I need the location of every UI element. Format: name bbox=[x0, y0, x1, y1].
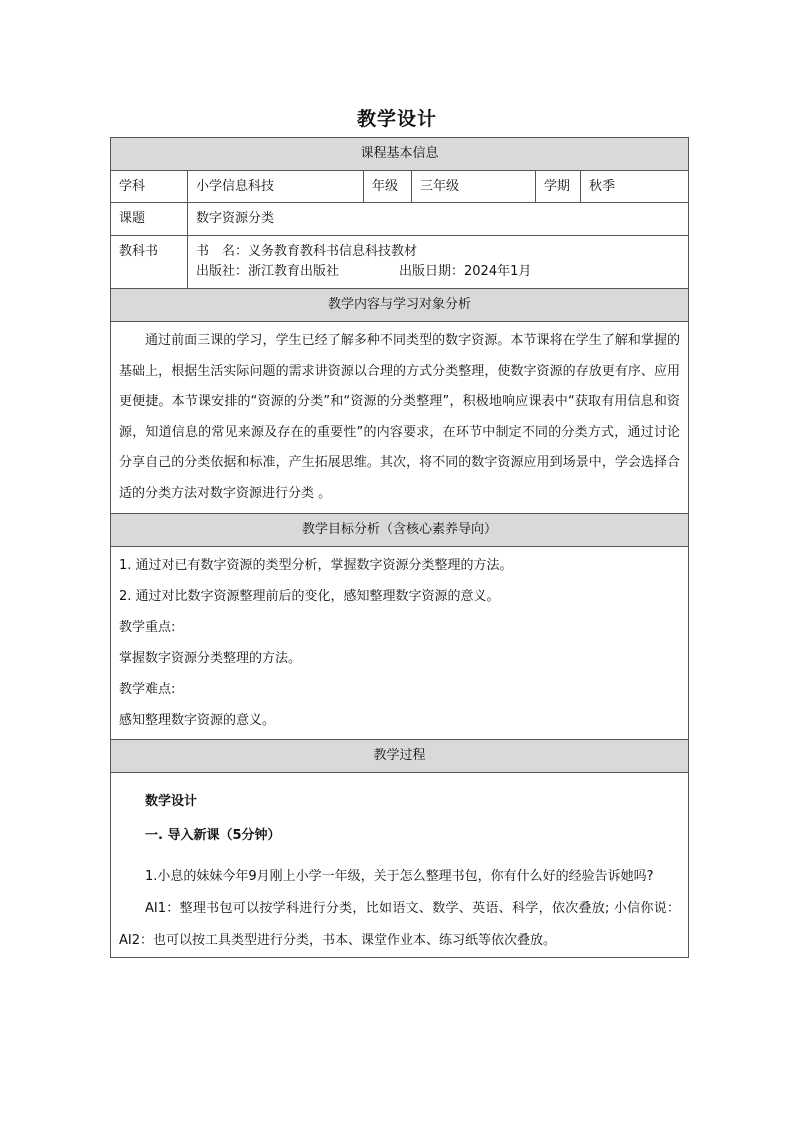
subject-value: 小学信息科技 bbox=[188, 171, 364, 203]
goals-header-row bbox=[111, 514, 689, 547]
basic-info-header-row bbox=[111, 138, 689, 171]
subject-row bbox=[111, 171, 689, 203]
textbook-label: 教科书 bbox=[111, 236, 188, 289]
goals-row bbox=[111, 547, 689, 740]
process-paragraph-2: AI1：整理书包可以按学科进行分类，比如语文、数学、英语、科学，依次叠放; 小信你说：AI2：也可以按工具类型进行分类，书本、课堂作业本、练习纸等依次叠放。 bbox=[119, 901, 681, 948]
publish-date-line: 出版日期：2024年1月 bbox=[399, 264, 532, 280]
analysis-header-row bbox=[111, 289, 689, 322]
topic-row bbox=[111, 203, 689, 236]
analysis-cell bbox=[111, 322, 689, 514]
design-heading: 数学设计 bbox=[145, 794, 198, 809]
process-cell bbox=[111, 773, 689, 958]
grade-value: 三年级 bbox=[412, 171, 536, 203]
key-point-text: 掌握数字资源分类整理的方法。 bbox=[119, 651, 302, 666]
term-label: 学期 bbox=[536, 171, 581, 203]
process-row bbox=[111, 773, 689, 958]
grade-label: 年级 bbox=[364, 171, 412, 203]
publisher-line: 出版社：浙江教育出版社 bbox=[196, 264, 340, 280]
difficulty-text: 感知整理数字资源的意义。 bbox=[119, 713, 276, 728]
analysis-header: 教学内容与学习对象分析 bbox=[111, 289, 689, 322]
subject-label: 学科 bbox=[111, 171, 188, 203]
section-1-heading: 一. 导入新课（5分钟） bbox=[145, 828, 281, 843]
key-point-label: 教学重点: bbox=[119, 620, 176, 635]
process-header-row bbox=[111, 740, 689, 773]
lesson-plan-table bbox=[110, 137, 689, 958]
process-header: 教学过程 bbox=[111, 740, 689, 773]
difficulty-label: 教学难点: bbox=[119, 682, 176, 697]
analysis-text: 通过前面三课的学习，学生已经了解多种不同类型的数字资源。本节课将在学生了解和掌握的基础上，根据生活实际问题的需求讲资源以合理的方式分类整理，使数字资源的存放更有序、应用更便捷。本节课安排的“资源的分类”和“资源的分类整理”，积极地响应课表中“获取有用信息和资源，知道信息的常见来源及存在的重要性”的内容要求，在环节中制定不同的分类方式，通过讨论分享自己的分类依据和标准，产生拓展思维。其次，将不同的数字资源应用到场景中，学会选择合适的分类方法对数字资源进行分类 。 bbox=[119, 333, 681, 501]
document-title: 教学设计 bbox=[356, 108, 437, 130]
goals-header: 教学目标分析（含核心素养导向） bbox=[111, 514, 689, 547]
topic-value: 数字资源分类 bbox=[188, 203, 689, 236]
analysis-row bbox=[111, 322, 689, 514]
process-paragraph-1: 1.小息的妹妹今年9月刚上小学一年级，关于怎么整理书包，你有什么好的经验告诉她吗? bbox=[145, 869, 654, 884]
book-name-line: 书 名：义务教育教科书信息科技教材 bbox=[196, 244, 418, 259]
goals-cell bbox=[111, 547, 689, 740]
basic-info-header: 课程基本信息 bbox=[111, 138, 689, 171]
goal-2: 2. 通过对比数字资源整理前后的变化，感知整理数字资源的意义。 bbox=[119, 589, 500, 604]
goal-1: 1. 通过对已有数字资源的类型分析，掌握数字资源分类整理的方法。 bbox=[119, 558, 513, 573]
term-value: 秋季 bbox=[581, 171, 689, 203]
textbook-info bbox=[188, 236, 689, 289]
textbook-row bbox=[111, 236, 689, 289]
topic-label: 课题 bbox=[111, 203, 188, 236]
